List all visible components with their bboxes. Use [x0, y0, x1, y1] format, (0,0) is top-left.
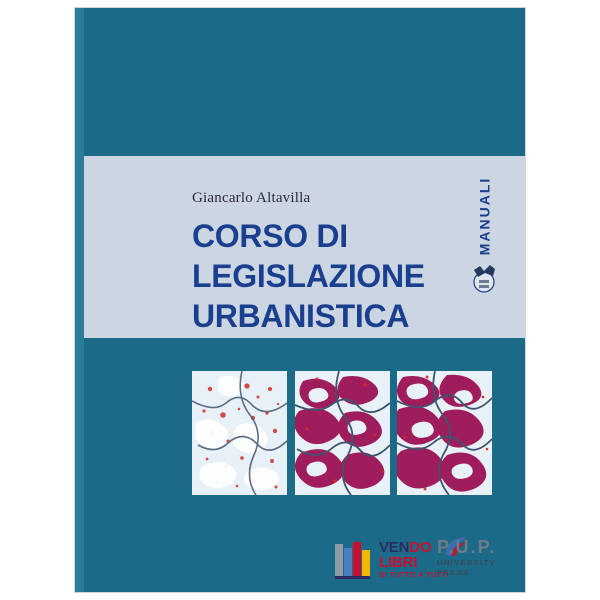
author-name: Giancarlo Altavilla [192, 190, 311, 206]
series-tab-label: MANUALI [476, 176, 493, 256]
cover-spine-edge [75, 8, 84, 592]
university-press-logo [437, 536, 501, 580]
book-cover [75, 8, 525, 592]
imprint-tagline: DI TUTTO A TUTTI [379, 572, 449, 579]
title-line-1: CORSO DI LEGISLAZIONE [192, 218, 425, 294]
imprint-name-part3: LIBRI [379, 554, 418, 571]
books-icon [333, 540, 377, 580]
press-initials: P.U.P. [437, 537, 497, 557]
imprint-name-part2: DO [409, 539, 432, 556]
title-line-2: URBANISTICA [192, 298, 410, 334]
series-tab-text [467, 156, 501, 276]
page-title [192, 216, 492, 336]
map-panel-3 [397, 371, 492, 495]
map-illustrations [192, 371, 492, 495]
press-line-1: UNIVERSITY [437, 558, 497, 567]
map-panel-2 [295, 371, 390, 495]
publisher-logos [333, 536, 501, 584]
press-line-2: PRESS [437, 568, 470, 577]
map-panel-1 [192, 371, 287, 495]
imprint-name-part1: VEN [379, 539, 410, 556]
series-emblem-icon [471, 260, 497, 294]
imprint-wordmark [379, 540, 431, 570]
